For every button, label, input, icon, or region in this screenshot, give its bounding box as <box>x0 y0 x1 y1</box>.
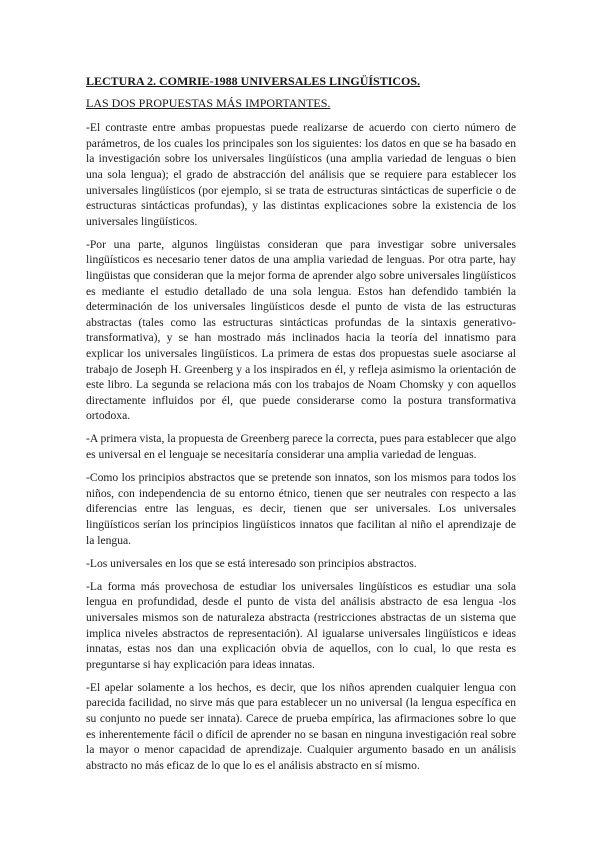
section-heading: LAS DOS PROPUESTAS MÁS IMPORTANTES. <box>86 95 331 110</box>
paragraph: -El contraste entre ambas propuestas puede realizarse de acuerdo con cierto número de parámetros, de los cuales los principales son los siguientes: los datos en que se ha basado en la investigación sobre los universales lingüísticos (una amplia variedad de lenguas o bien una sola lengua); el grado de abstracción del análisis que se requiere para establecer los universales lingüísticos (por ejemplo, si se trata de estructuras sintácticas de superficie o de estructuras sintácticas profundas), y las distintas explicaciones sobre la existencia de los universales lingüísticos. <box>86 121 516 228</box>
document-body <box>86 74 516 781</box>
document-title: LECTURA 2. COMRIE-1988 UNIVERSALES LINGÜÍSTICOS. <box>86 74 421 88</box>
paragraph: -Por una parte, algunos lingüistas consideran que para investigar sobre universales lingüísticos es necesario tener datos de una amplia variedad de lenguas. Por otra parte, hay lingüistas que consideran que la mejor forma de aprender algo sobre universales lingüísticos es mediante el estudio detallado de una sola lengua. Estos han defendido también la determinación de los universales lingüísticos desde el punto de vista de las estructuras abstractas (tales como las estructuras sintácticas profundas de la sintaxis generativo-transformativa), y se han mostrado más inclinados hacia la teoría del innatismo para explicar los universales lingüísticos. La primera de estas dos propuestas suele asociarse al trabajo de Joseph H. Greenberg y a los inspirados en él, y refleja asimismo la orientación de este libro. La segunda se relaciona más con los trabajos de Noam Chomsky y con aquellos directamente influidos por él, que puede considerarse como la postura transformativa ortodoxa. <box>86 237 516 423</box>
paragraph: -El apelar solamente a los hechos, es decir, que los niños aprenden cualquier lengua con parecida facilidad, no sirve más que para establecer un no universal (la lengua específica en su conjunto no puede ser innata). Carece de prueba empírica, las afirmaciones sobre lo que es inherentemente fácil o difícil de aprender no se basan en ninguna investigación real sobre la mayor o menor capacidad de aprendizaje. Cualquier argumento basado en un análisis abstracto no más eficaz de lo que lo es el análisis abstracto en sí mismo. <box>86 680 516 772</box>
paragraph: -Los universales en los que se está interesado son principios abstractos. <box>86 556 417 570</box>
paragraph: -La forma más provechosa de estudiar los universales lingüísticos es estudiar una sola lengua en profundidad, desde el punto de vista del análisis abstracto de esa lengua -los universales mismos son de naturaleza abstracta (restricciones abstractas de un sistema que implica niveles abstractos de representación). Al igualarse universales lingüísticos e ideas innatas, estas nos dan una explicación obvia de aquellos, con lo cual, lo que resta es preguntarse si hay explicación para ideas innatas. <box>86 579 516 671</box>
paragraph: -Como los principios abstractos que se pretende son innatos, son los mismos para todos los niños, con independencia de su entorno étnico, tienen que ser neutrales con respecto a las diferencias entre las lenguas, es decir, tienen que ser universales. Los universales lingüísticos serían los principios lingüísticos innatos que facilitan al niño el aprendizaje de la lengua. <box>86 471 516 547</box>
paragraph: -A primera vista, la propuesta de Greenberg parece la correcta, pues para establecer que algo es universal en el lenguaje se necesitaría considerar una amplia variedad de lenguas. <box>86 432 516 462</box>
